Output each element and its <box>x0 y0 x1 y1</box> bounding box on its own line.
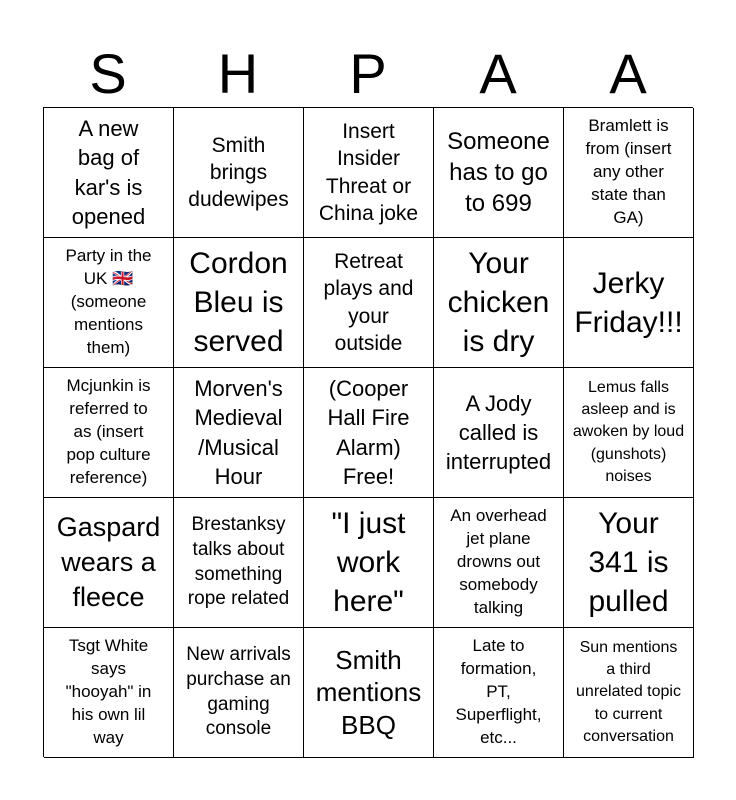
bingo-cell[interactable] <box>174 628 304 758</box>
bingo-cell[interactable] <box>564 498 694 628</box>
bingo-cell-text: Insert Insider Threat or China joke <box>318 119 419 225</box>
bingo-cell-text: Mcjunkin is referred to as (insert pop culture reference) <box>66 376 151 487</box>
bingo-cell-text: Your chicken is dry <box>447 247 550 358</box>
bingo-cell[interactable] <box>434 238 564 368</box>
header-letter: A <box>479 42 517 105</box>
bingo-cell-text: Smith mentions BBQ <box>315 644 422 740</box>
bingo-cell[interactable] <box>44 498 174 628</box>
bingo-cell-text: Tsgt White says "hooyah" in his own lil way <box>65 636 152 747</box>
bingo-cell[interactable] <box>434 368 564 498</box>
bingo-cell[interactable] <box>44 628 174 758</box>
bingo-cell-text: Cordon Bleu is served <box>189 247 288 358</box>
bingo-cell-text: Party in the UK 🇬🇧 (someone mentions them) <box>65 246 152 357</box>
bingo-cell[interactable] <box>564 238 694 368</box>
bingo-cell-text: Lemus falls asleep and is awoken by loud (gunshots) noises <box>572 378 685 486</box>
bingo-cell-text: New arrivals purchase an gaming console <box>186 644 291 740</box>
bingo-cell-text: Brestanksy talks about something rope related <box>187 514 290 610</box>
bingo-cell[interactable] <box>174 368 304 498</box>
bingo-cell[interactable] <box>304 628 434 758</box>
bingo-cell-text: Your 341 is pulled <box>588 507 669 618</box>
bingo-cell-text: A new bag of kar's is opened <box>71 116 146 229</box>
bingo-cell[interactable] <box>304 108 434 238</box>
bingo-cell-text: A Jody called is interrupted <box>445 390 552 475</box>
bingo-cell[interactable] <box>564 368 694 498</box>
bingo-cell-text: Sun mentions a third unrelated topic to current conversation <box>576 638 681 746</box>
bingo-cell-text: Jerky Friday!!! <box>574 266 683 339</box>
bingo-cell-text: Smith brings dudewipes <box>188 133 289 212</box>
bingo-cell[interactable] <box>564 628 694 758</box>
bingo-cell[interactable] <box>564 108 694 238</box>
bingo-cell-text: Retreat plays and your outside <box>323 249 414 355</box>
bingo-cell-text: Late to formation, PT, Superflight, etc... <box>455 636 542 747</box>
bingo-cell[interactable] <box>304 498 434 628</box>
bingo-cell-text: Morven's Medieval /Musical Hour <box>194 376 283 489</box>
bingo-cell[interactable] <box>434 498 564 628</box>
bingo-cell[interactable] <box>44 238 174 368</box>
bingo-cell-text: Someone has to go to 699 <box>447 127 550 218</box>
header-letter: H <box>217 42 259 105</box>
bingo-cell[interactable] <box>434 628 564 758</box>
bingo-cell[interactable] <box>174 108 304 238</box>
bingo-cell[interactable] <box>174 238 304 368</box>
bingo-cell-text: An overhead jet plane drowns out somebody talking <box>450 506 547 617</box>
bingo-cell[interactable] <box>434 108 564 238</box>
bingo-card <box>43 107 693 757</box>
bingo-cell-text: (Cooper Hall Fire Alarm) Free! <box>327 376 410 489</box>
header-letter: S <box>89 42 127 105</box>
bingo-cell[interactable] <box>304 238 434 368</box>
bingo-cell-text: "I just work here" <box>331 507 406 618</box>
bingo-cell[interactable] <box>304 368 434 498</box>
bingo-cell[interactable] <box>44 108 174 238</box>
header-letter: A <box>609 42 647 105</box>
bingo-cell[interactable] <box>44 368 174 498</box>
bingo-cell[interactable] <box>174 498 304 628</box>
bingo-cell-text: Gaspard wears a fleece <box>56 511 161 613</box>
bingo-cell-text: Bramlett is from (insert any other state than GA) <box>585 116 672 227</box>
bingo-header <box>43 40 693 108</box>
header-letter: P <box>349 42 387 105</box>
